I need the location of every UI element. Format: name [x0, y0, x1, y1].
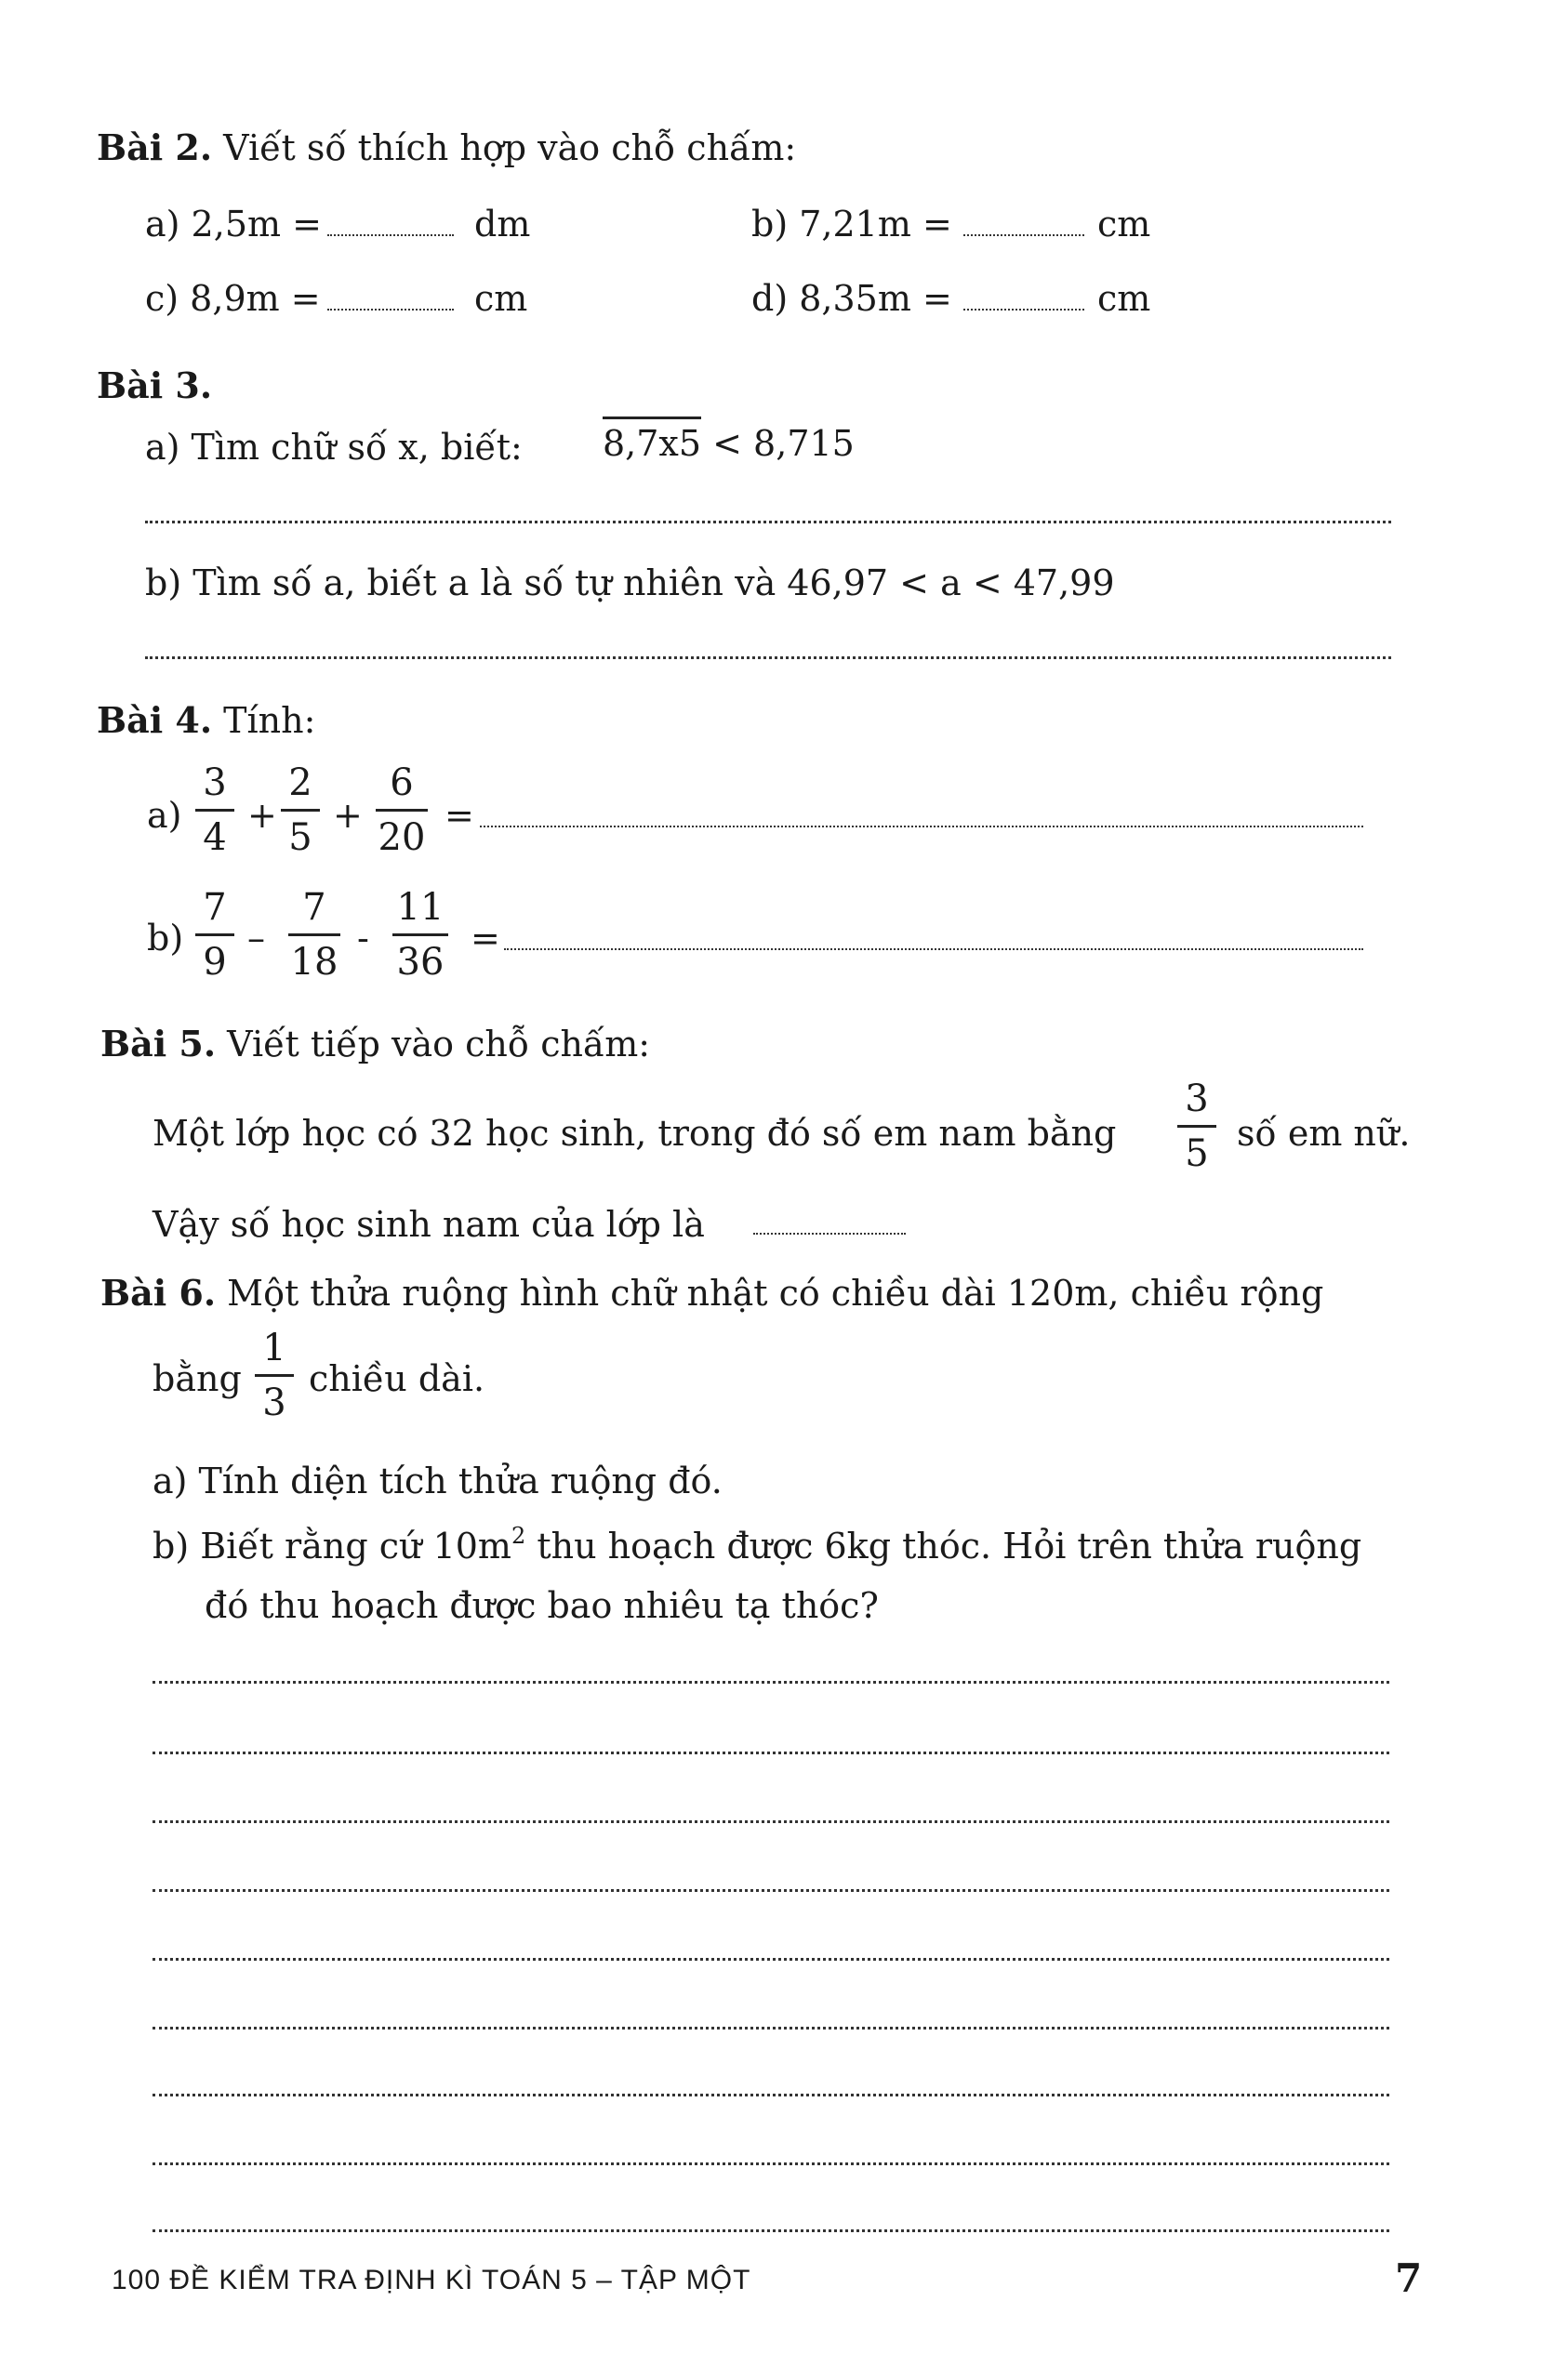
bai2-item-d: d) 8,35m = [751, 278, 952, 319]
bai2-a-answer[interactable] [327, 234, 454, 236]
bai6-answer-line-6[interactable] [153, 2027, 1389, 2030]
bai2-c-answer[interactable] [327, 309, 454, 311]
bai6-answer-line-5[interactable] [153, 1958, 1389, 1961]
bai6-question-a: a) Tính diện tích thửa ruộng đó. [153, 1461, 723, 1501]
bai6-answer-line-8[interactable] [153, 2162, 1389, 2165]
bai4-a-frac-2: 2 5 [279, 764, 322, 856]
bai4-a-op-1: + [247, 795, 277, 836]
bai6-question-b-line2: đó thu hoạch được bao nhiêu tạ thóc? [205, 1585, 879, 1626]
bai4-b-equals: = [471, 918, 500, 959]
bai5-answer[interactable] [753, 1233, 906, 1235]
bai5-sentence-end: số em nữ. [1237, 1113, 1411, 1154]
bai3-b-text: b) Tìm số a, biết a là số tự nhiên và 46,97 < a < 47,99 [145, 562, 1115, 603]
page-number: 7 [1395, 2255, 1423, 2301]
bai3-a-expression: 8,7x5 < 8,715 [603, 426, 855, 461]
bai6-text-line2-end: chiều dài. [309, 1358, 485, 1399]
bai6-answer-line-7[interactable] [153, 2094, 1389, 2096]
bai4-b-label: b) [147, 918, 184, 959]
bai2-item-a: a) 2,5m = [145, 204, 322, 245]
bai4-a-frac-1: 3 4 [193, 764, 236, 856]
bai3-a-text: a) Tìm chữ số x, biết: [145, 427, 523, 468]
bai2-item-c: c) 8,9m = [145, 278, 321, 319]
bai5-fraction: 3 5 [1175, 1080, 1218, 1172]
bai6-text-line2-start: bằng [153, 1358, 242, 1399]
bai3-a-answer-line[interactable] [145, 521, 1391, 523]
bai2-a-unit: dm [474, 204, 531, 245]
bai2-b-unit: cm [1097, 204, 1151, 245]
bai4-a-op-2: + [333, 795, 363, 836]
book-title-footer: 100 ĐỀ KIỂM TRA ĐỊNH KÌ TOÁN 5 – TẬP MỘT [112, 2265, 751, 2295]
bai6-fraction: 1 3 [253, 1329, 296, 1421]
bai4-b-frac-1: 7 9 [193, 889, 236, 981]
bai3-heading: Bài 3. [97, 364, 213, 406]
bai4-b-frac-3: 11 36 [391, 889, 450, 981]
bai4-b-op-2: - [357, 918, 369, 959]
bai6-answer-line-1[interactable] [153, 1681, 1389, 1684]
bai4-b-frac-2: 7 18 [286, 889, 342, 981]
bai6-question-b-line1: b) Biết rằng cứ $10m^2$ thu hoạch được 6kg thóc. Hỏi trên thửa ruộng [153, 1523, 1362, 1567]
bai4-b-answer[interactable] [504, 948, 1363, 950]
bai6-answer-line-4[interactable] [153, 1889, 1389, 1892]
bai4-a-answer[interactable] [480, 826, 1363, 827]
bai4-a-label: a) [147, 795, 182, 836]
bai6-answer-line-3[interactable] [153, 1820, 1389, 1823]
bai6-heading: Bài 6. Một thửa ruộng hình chữ nhật có chiều dài 120m, chiều rộng [100, 1272, 1324, 1314]
bai2-heading: Bài 2. Viết số thích hợp vào chỗ chấm: [97, 126, 797, 168]
bai4-a-frac-3: 6 20 [374, 764, 430, 856]
bai2-item-b: b) 7,21m = [751, 204, 952, 245]
bai2-d-answer[interactable] [963, 309, 1084, 311]
bai6-answer-line-2[interactable] [153, 1752, 1389, 1754]
bai2-c-unit: cm [474, 278, 528, 319]
bai3-b-answer-line[interactable] [145, 656, 1391, 659]
bai5-sentence-1: Một lớp học có 32 học sinh, trong đó số em nam bằng [153, 1113, 1117, 1154]
bai5-heading: Bài 5. Viết tiếp vào chỗ chấm: [100, 1023, 651, 1064]
bai5-sentence-2: Vậy số học sinh nam của lớp là [153, 1204, 705, 1245]
bai2-b-answer[interactable] [963, 234, 1084, 236]
bai4-b-op-1: – [247, 918, 265, 959]
bai6-answer-line-9[interactable] [153, 2229, 1389, 2232]
bai2-d-unit: cm [1097, 278, 1151, 319]
bai4-heading: Bài 4. Tính: [97, 699, 316, 741]
bai4-a-equals: = [445, 795, 474, 836]
